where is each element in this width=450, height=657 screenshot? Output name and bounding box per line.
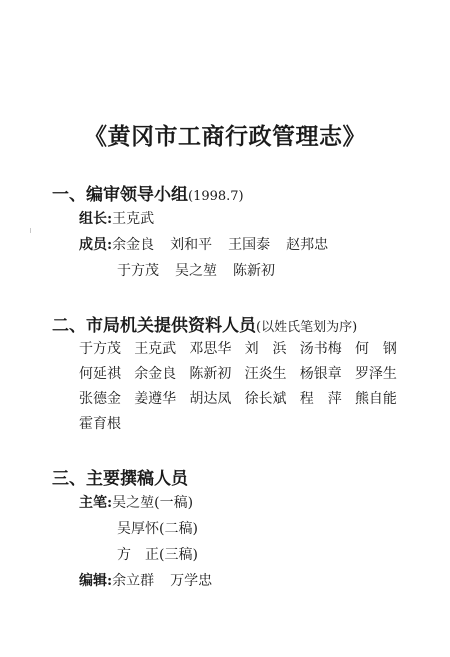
member-name: 赵邦忠 [286,237,329,253]
contributor-name: 余金良 [134,366,177,382]
contributor-name: 姜遵华 [134,391,177,407]
member-name: 于方茂 [117,263,159,279]
member-name: 王国泰 [228,237,271,253]
leader-name: 王克武 [112,211,155,227]
chief-writer-line [117,518,198,538]
contributor-name: 张德金 [79,391,121,407]
contributor-name: 邓思华 [189,341,232,357]
chief-writer-entry: 吴之堃(一稿) [112,495,194,511]
document-title: 《黄冈市工商行政管理志》 [84,123,366,150]
section3-heading: 三、主要撰稿人员 [52,469,188,489]
section1-date: (1998.7) [188,189,244,204]
section2-heading [52,311,357,336]
chief-writer-label: 主笔: [79,495,113,511]
chief-writer-entry: 吴厚怀(二稿) [117,521,198,537]
contributor-row [79,363,397,383]
contributor-name: 霍育根 [79,416,121,432]
leader-line [79,208,154,228]
editor-line [79,570,212,590]
leader-label: 组长: [79,211,113,227]
chief-writer-line [79,492,193,512]
section1-heading-text: 一、编审领导小组 [52,185,188,205]
editor-name: 余立群 [112,573,155,589]
contributor-name: 于方茂 [79,341,121,357]
editor-label: 编辑: [79,573,113,589]
members-line-2 [117,260,275,280]
contributor-name: 汪炎生 [244,366,287,382]
member-name: 吴之堃 [175,263,217,279]
contributor-name: 杨银章 [299,366,342,382]
chief-writer-entry: 方 正(三稿) [117,547,198,563]
chief-writer-line [117,544,198,564]
contributor-name: 何延祺 [79,366,121,382]
scan-mark [30,228,31,233]
member-name: 余金良 [112,237,155,253]
member-name: 陈新初 [233,263,275,279]
members-line-1 [79,234,328,254]
editor-name: 万学忠 [170,573,213,589]
contributor-name: 陈新初 [189,366,232,382]
contributor-name: 熊自能 [354,391,397,407]
contributor-row [79,338,397,358]
contributor-name: 罗泽生 [354,366,397,382]
section2-note: (以姓氏笔划为序) [256,320,358,335]
contributor-name: 程 萍 [299,391,342,407]
member-name: 刘和平 [170,237,213,253]
contributor-name: 何 钢 [354,341,397,357]
contributor-name: 胡达凤 [189,391,232,407]
contributor-name: 王克武 [134,341,177,357]
contributor-name: 汤书梅 [299,341,342,357]
section1-heading [52,180,244,205]
contributor-row [79,388,397,408]
contributor-name: 刘 浜 [244,341,287,357]
contributor-name: 徐长斌 [244,391,287,407]
contributor-row [79,413,397,433]
section2-heading-text: 二、市局机关提供资料人员 [52,316,256,336]
members-label: 成员: [79,237,113,253]
